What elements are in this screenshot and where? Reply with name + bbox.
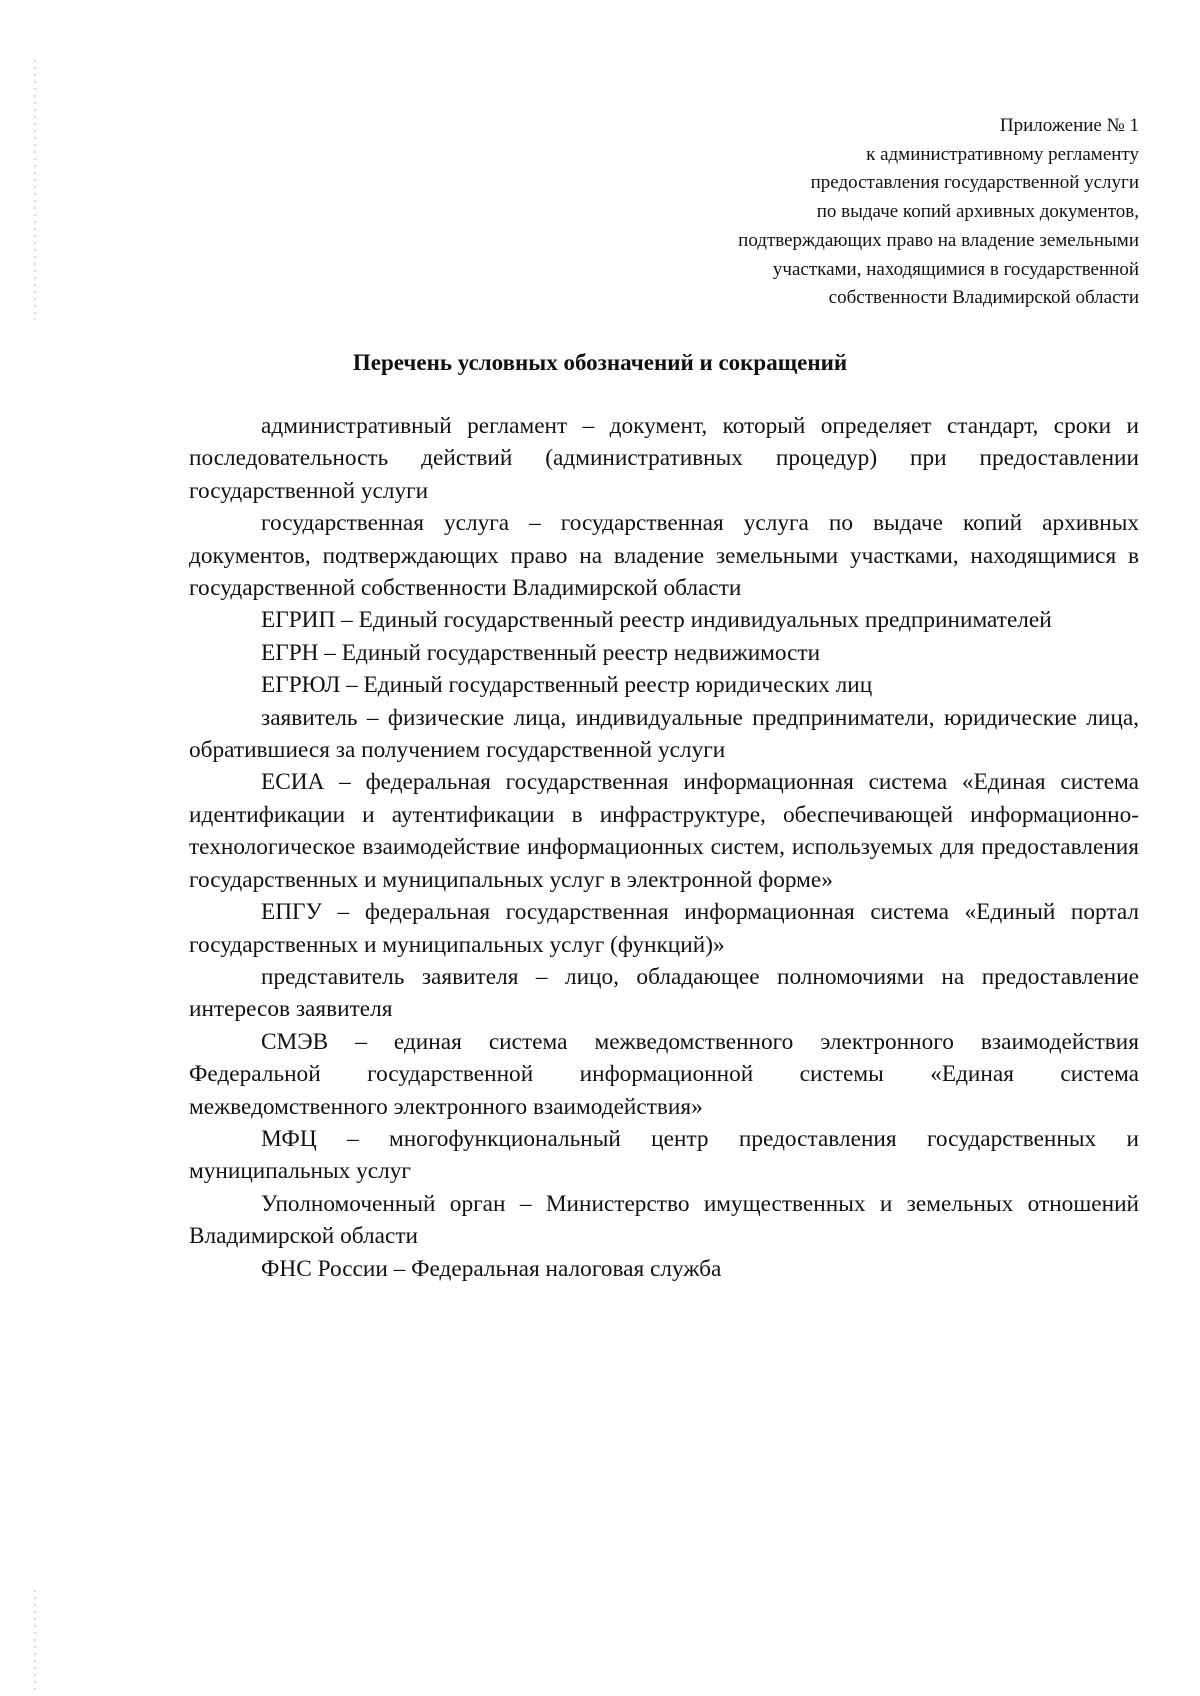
header-line-2: к административному регламенту — [866, 143, 1139, 165]
document-title: Перечень условных обозначений и сокращений — [352, 350, 848, 375]
definition-egrip: ЕГРИП – Единый государственный реестр индивидуальных предпринимателей — [261, 607, 1052, 634]
definition-mfc: МФЦ – многофункциональный центр предоставления государственных и муниципальных услуг — [189, 1125, 1139, 1185]
definition-applicant-representative: представитель заявителя – лицо, обладающее полномочиями на предоставление интересов заявителя — [189, 963, 1139, 1023]
header-line-4: по выдаче копий архивных документов, — [816, 201, 1139, 223]
definition-fns: ФНС России – Федеральная налоговая служба — [261, 1255, 722, 1282]
definition-state-service: государственная услуга – государственная услуга по выдаче копий архивных документов, подтверждающих право на владение земельными участками, находящимися в государственной собственности Владимирской области — [189, 510, 1139, 602]
definition-smev: СМЭВ – единая система межведомственного электронного взаимодействия Федеральной государственной информационной системы «Единая система межведомственного электронного взаимодействия» — [189, 1028, 1139, 1120]
definition-esia: ЕСИА – федеральная государственная информационная система «Единая система идентификации и аутентификации в инфраструктуре, обеспечивающей информационно-технологическое взаимодействие информационных систем, используемых для предоставления государственных и муниципальных услуг в электронной форме» — [189, 769, 1139, 893]
definition-egrn: ЕГРН – Единый государственный реестр недвижимости — [261, 639, 821, 666]
appendix-header — [579, 112, 1139, 313]
header-line-5: подтверждающих право на владение земельными — [738, 229, 1139, 251]
header-line-1: Приложение № 1 — [999, 115, 1139, 136]
header-line-7: собственности Владимирской области — [828, 287, 1139, 309]
scan-edge-dots-top — [34, 60, 36, 320]
header-line-6: участками, находящимися в государственной — [772, 258, 1139, 280]
definition-authorized-body: Уполномоченный орган – Министерство имущественных и земельных отношений Владимирской области — [189, 1190, 1139, 1250]
definition-egryul: ЕГРЮЛ – Единый государственный реестр юридических лиц — [261, 672, 873, 699]
definitions-list — [189, 410, 1139, 1285]
header-line-3: предоставления государственной услуги — [810, 172, 1139, 194]
scan-edge-dots-bottom — [34, 1590, 36, 1690]
definition-administrative-regulation: административный регламент – документ, который определяет стандарт, сроки и последовательность действий (административных процедур) при предоставлении государственной услуги — [189, 413, 1139, 504]
definition-epgu: ЕПГУ – федеральная государственная информационная система «Единый портал государственных и муниципальных услуг (функций)» — [189, 899, 1139, 958]
definition-applicant: заявитель – физические лица, индивидуальные предприниматели, юридические лица, обратившиеся за получением государственной услуги — [189, 704, 1139, 764]
